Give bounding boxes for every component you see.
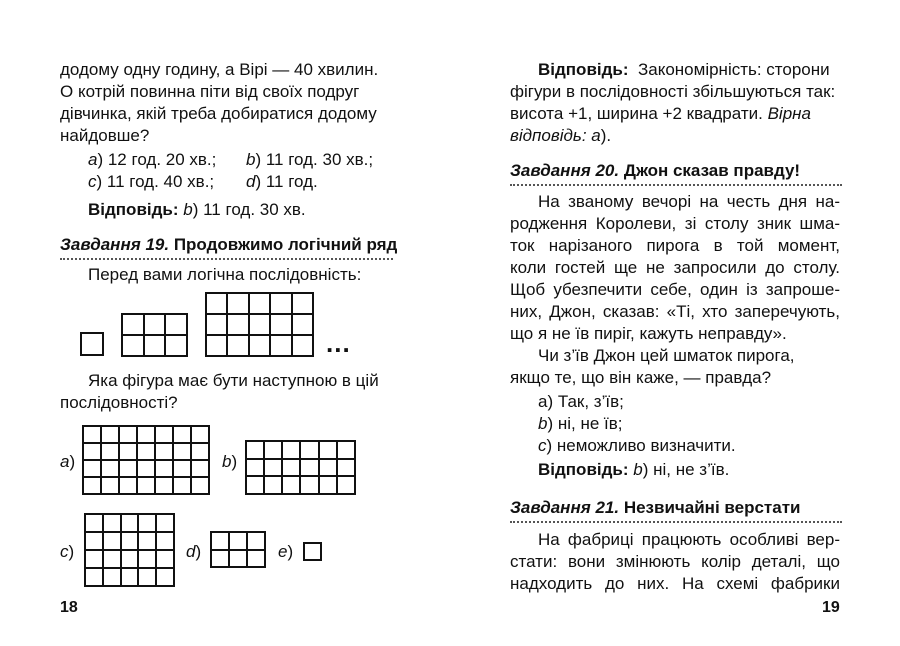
grid-cell — [192, 478, 210, 495]
grid-cell — [86, 515, 104, 533]
sequence-figure-3x5 — [205, 292, 314, 357]
task20-line-2: родження Королеви, зі столу зник шма- — [510, 214, 840, 233]
grid-cell — [293, 336, 314, 357]
grid-cell — [248, 533, 266, 551]
grid-cell — [120, 427, 138, 444]
grid-cell — [120, 444, 138, 461]
grid-cell — [123, 315, 145, 336]
task20-line-3: ток нарізаного пирога в той момент, — [510, 236, 840, 255]
task20-line-4: коли гостей ще не запросили до столу. — [510, 258, 840, 277]
option-d: d) 11 год. — [246, 172, 318, 191]
task19-question-1: Яка фігура має бути наступною в цій — [88, 371, 379, 390]
grid-cell — [174, 478, 192, 495]
grid-cell — [230, 533, 248, 551]
grid-cell — [102, 461, 120, 478]
task20-line-6: них, Джон, сказав: «Ті, хто заперечують, — [510, 302, 840, 321]
grid-cell — [86, 551, 104, 569]
grid-cell — [138, 427, 156, 444]
grid-cell — [84, 461, 102, 478]
grid-cell — [247, 477, 265, 495]
grid-cell — [166, 315, 188, 336]
grid-cell — [283, 460, 301, 478]
grid-cell — [207, 336, 228, 357]
grid-cell — [247, 442, 265, 460]
task20-line-7: що я не їв пиріг, кажуть неправду». — [510, 324, 787, 343]
grid-cell — [250, 336, 271, 357]
grid-cell — [212, 533, 230, 551]
grid-cell — [139, 569, 157, 587]
grid-cell — [139, 551, 157, 569]
grid-cell — [271, 315, 292, 336]
grid-cell — [247, 460, 265, 478]
sequence-ellipsis: ... — [326, 328, 351, 358]
grid-cell — [156, 444, 174, 461]
grid-cell — [320, 442, 338, 460]
task20-line-1: На званому вечорі на честь дня на- — [538, 192, 840, 211]
grid-cell — [138, 478, 156, 495]
grid-cell — [104, 533, 122, 551]
grid-cell — [271, 336, 292, 357]
task20-option-b: b) ні, не їв; — [538, 414, 623, 433]
prev-answer-line-1: Відповідь: Закономірність: сторони — [538, 60, 830, 79]
figure-option-e — [303, 542, 322, 561]
grid-cell — [192, 427, 210, 444]
option-c: c) 11 год. 40 хв.; — [88, 172, 215, 191]
grid-cell — [86, 569, 104, 587]
right-page — [450, 0, 900, 646]
task20-rule — [510, 184, 842, 186]
grid-cell — [145, 315, 167, 336]
grid-cell — [320, 477, 338, 495]
task20-title: Завдання 20. Джон сказав правду! — [510, 161, 801, 180]
grid-cell — [157, 515, 175, 533]
grid-cell — [174, 427, 192, 444]
grid-cell — [293, 315, 314, 336]
figure-option-d-label: d) — [186, 542, 202, 561]
grid-cell — [156, 427, 174, 444]
figure-option-b — [245, 440, 356, 495]
grid-cell — [228, 315, 249, 336]
grid-cell — [207, 315, 228, 336]
figure-option-d — [210, 531, 266, 568]
page-number-left: 18 — [60, 599, 78, 616]
grid-cell — [320, 460, 338, 478]
grid-cell — [84, 427, 102, 444]
grid-cell — [174, 444, 192, 461]
grid-cell — [265, 477, 283, 495]
grid-cell — [157, 569, 175, 587]
grid-cell — [102, 444, 120, 461]
task21-rule — [510, 521, 842, 523]
grid-cell — [301, 442, 319, 460]
prev-answer-line-2: фігури в послідовності збільшуються так: — [510, 82, 836, 101]
grid-cell — [250, 315, 271, 336]
grid-cell — [338, 477, 356, 495]
grid-cell — [250, 294, 271, 315]
task21-line-1: На фабриці працюють особливі вер- — [538, 530, 840, 549]
intro-line-3: дівчинка, якій треба добиратися додому — [60, 104, 377, 123]
grid-cell — [157, 551, 175, 569]
figure-option-a — [82, 425, 210, 495]
grid-cell — [86, 533, 104, 551]
grid-cell — [102, 478, 120, 495]
grid-cell — [265, 460, 283, 478]
grid-cell — [174, 461, 192, 478]
grid-cell — [283, 442, 301, 460]
grid-cell — [122, 515, 140, 533]
grid-cell — [138, 444, 156, 461]
figure-option-a-label: a) — [60, 452, 76, 471]
grid-cell — [248, 551, 266, 569]
task20-line-5: Щоб убезпечити себе, один із запроше- — [510, 280, 840, 299]
grid-cell — [139, 515, 157, 533]
task19-lead: Перед вами логічна послідовність: — [88, 265, 362, 284]
grid-cell — [192, 444, 210, 461]
grid-cell — [104, 569, 122, 587]
grid-cell — [207, 294, 228, 315]
grid-cell — [157, 533, 175, 551]
grid-cell — [283, 477, 301, 495]
task19-title: Завдання 19. Продовжимо логічний ряд — [60, 235, 398, 254]
grid-cell — [120, 478, 138, 495]
figure-option-b-label: b) — [222, 452, 238, 471]
task21-line-3: надходить до них. На схемі фабрики — [510, 574, 840, 593]
option-a: a) 12 год. 20 хв.; — [88, 150, 217, 169]
grid-cell — [139, 533, 157, 551]
grid-cell — [84, 478, 102, 495]
grid-cell — [166, 336, 188, 357]
figure-option-c-label: c) — [60, 542, 75, 561]
grid-cell — [212, 551, 230, 569]
task20-question-2: якщо те, що він каже, — правда? — [510, 368, 772, 387]
grid-cell — [156, 461, 174, 478]
grid-cell — [122, 533, 140, 551]
task19-rule — [60, 258, 393, 260]
grid-cell — [104, 515, 122, 533]
grid-cell — [156, 478, 174, 495]
grid-cell — [84, 444, 102, 461]
grid-cell — [301, 477, 319, 495]
task20-answer: Відповідь: b) ні, не з’їв. — [538, 460, 730, 479]
sequence-figure-2x3 — [121, 313, 188, 357]
grid-cell — [120, 461, 138, 478]
grid-cell — [228, 294, 249, 315]
task20-option-c: c) неможливо визначити. — [538, 436, 736, 455]
option-b: b) 11 год. 30 хв.; — [246, 150, 374, 169]
task20-question-1: Чи з’їв Джон цей шматок пирога, — [538, 346, 795, 365]
grid-cell — [301, 460, 319, 478]
task21-line-2: стати: вони змінюють колір деталі, що — [510, 552, 840, 571]
task20-option-a: а) Так, з’їв; — [538, 392, 624, 411]
grid-cell — [122, 551, 140, 569]
grid-cell — [102, 427, 120, 444]
grid-cell — [104, 551, 122, 569]
intro-line-2: О котрій повинна піти від своїх подруг — [60, 82, 360, 101]
grid-cell — [338, 442, 356, 460]
prev-answer-line-3: висота +1, ширина +2 квадрати. Вірна — [510, 104, 811, 123]
grid-cell — [338, 460, 356, 478]
intro-line-1: додому одну годину, а Вірі — 40 хвилин. — [60, 60, 379, 79]
grid-cell — [230, 551, 248, 569]
grid-cell — [122, 569, 140, 587]
task19-question-2: послідовності? — [60, 393, 178, 412]
grid-cell — [271, 294, 292, 315]
grid-cell — [228, 336, 249, 357]
grid-cell — [138, 461, 156, 478]
prev-answer-line-4: відповідь: а). — [510, 126, 612, 145]
grid-cell — [123, 336, 145, 357]
page-number-right: 19 — [822, 599, 840, 616]
grid-cell — [293, 294, 314, 315]
figure-option-c — [84, 513, 175, 587]
answer-18: Відповідь: b) 11 год. 30 хв. — [88, 200, 306, 219]
grid-cell — [265, 442, 283, 460]
intro-line-4: найдовше? — [60, 126, 150, 145]
task21-title: Завдання 21. Незвичайні верстати — [510, 498, 801, 517]
grid-cell — [145, 336, 167, 357]
sequence-figure-1x1 — [80, 332, 104, 356]
grid-cell — [192, 461, 210, 478]
figure-option-e-label: e) — [278, 542, 294, 561]
